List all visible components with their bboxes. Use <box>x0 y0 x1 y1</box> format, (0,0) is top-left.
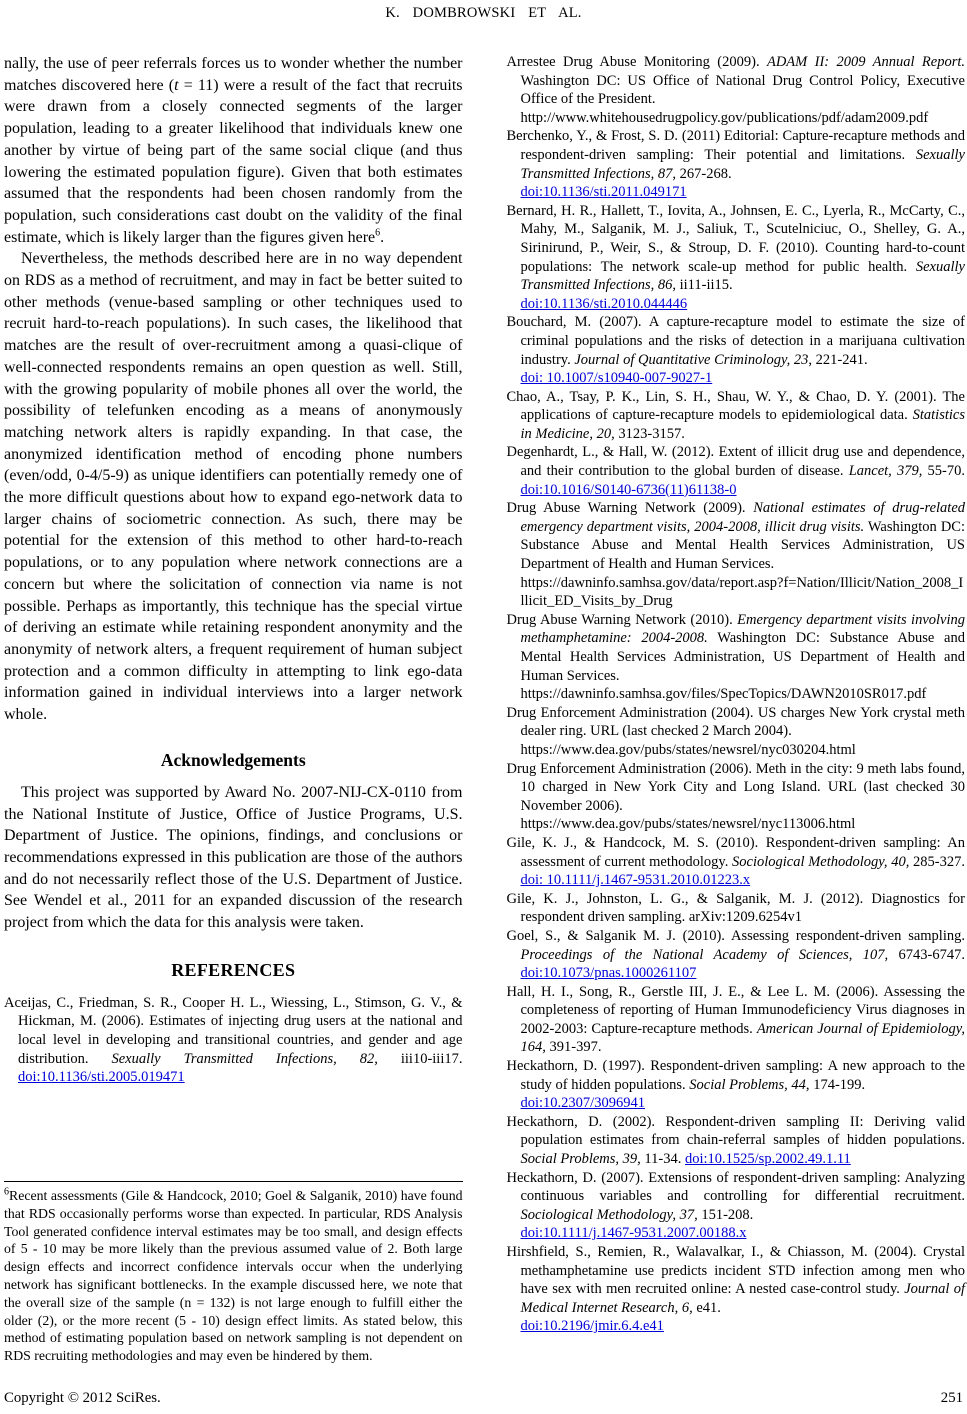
reference-item <box>507 202 966 314</box>
doi-link[interactable]: doi: 10.1007/s10940-007-9027-1 <box>520 370 713 387</box>
url-text: https://dawninfo.samhsa.gov/data/report.asp?f=Nation/Illicit/Nation_2008_Illicit_ED_Visits_by_Drug <box>520 574 964 610</box>
text-run: Nevertheless, the methods described here are in no way dependent on RDS as a method of recruitment, and may in fact be better suited to other methods (venue-based sampling or other techniques used to recruit hard-to-reach populations). In such cases, the likelihood that matches are the result of over-recruitment among a quasi-clique of well-connected respondents remains an open question as well. Still, with the growing popularity of mobile phones all over the world, the possibility of telefunken encoding as a means of anonymously matching network alters is rapidly expanding. In that case, the anonymized identification method of encoding phone numbers (even/odd, 0-4/5-9) as unique identifiers can potentially remedy one of the more difficult questions about how to expand ego-network data to larger chains of sociometric connection. As such, there may be potential for the extension of this method to other hard-to-reach populations, or to any population where network connections are a concern but where the solicitation of connection via name is not possible. Perhaps as importantly, this technique has the special virtue of deriving an estimate while retaining respondent anonymity and the anonymity of network alters, a frequent requirement of human subject protection and a common difficulty in attempting to link ego-data information gained in individual interviews into a larger network whole. <box>4 250 463 724</box>
italic-text: National estimates of drug-related emergency department visits, 2004-2008, illicit drug visits. <box>520 500 965 535</box>
footnote-body: Recent assessments (Gile & Handcock, 2010; Goel & Salganik, 2010) have found that RDS occasionally performs worse than expected. In particular, RDS Analysis Tool generated confidence interval estimates may be too small, and design effects of 5 - 10 may be more likely than the previous assumed value of 2. Both large design effects and incorrect confidence intervals occur when the underlying network has significant bottlenecks. In the example discussed here, we note that the overall size of the sample (n = 132) is not large enough to fulfill either the older (2), or the more recent (5 - 10) design effect limits. As stated below, this method of estimating population based on network sampling is not dependent on RDS recruiting methodologies and may even be hindered by them. <box>4 1188 463 1364</box>
footnote-text <box>4 1187 463 1365</box>
reference-item <box>507 499 966 611</box>
reference-item <box>507 388 966 444</box>
reference-item <box>507 1057 966 1113</box>
text-run: 11-34. <box>640 1151 685 1168</box>
doi-link[interactable]: doi:10.2307/3096941 <box>520 1095 645 1112</box>
reference-item <box>507 927 966 983</box>
text-run: Berchenko, Y., & Frost, S. D. (2011) Editorial: Capture-recapture methods and respondent-driven sampling: Their potential and limitations. <box>506 128 965 163</box>
reference-item <box>507 1169 966 1243</box>
text-run: ii11-ii15. <box>675 277 733 294</box>
italic-text: Sexually Transmitted Infections, 87, <box>520 146 965 182</box>
acknowledgements-heading: Acknowledgements <box>160 749 306 770</box>
italic-text: Sexually Transmitted Infections, 82, <box>111 1050 378 1067</box>
doi-link[interactable]: doi:10.1111/j.1467-9531.2007.00188.x <box>520 1225 747 1242</box>
doi-link[interactable]: doi:10.1136/sti.2011.049171 <box>520 184 687 201</box>
text-run: Bernard, H. R., Hallett, T., Iovita, A., Johnsen, E. C., Lyerla, R., McCarty, C., Mahy, M., Salganik, M. J., Saliuk, T., Scutelniciuc, O., Shelley, G. A., Sirinirund, P., Weir, S., & Stroup, D. F. (2010). Counting hard-to-count populations: The network scale-up method for public health. <box>506 202 965 275</box>
url-text: http://www.whitehousedrugpolicy.gov/publications/pdf/adam2009.pdf <box>520 109 929 126</box>
italic-text: t <box>174 76 179 94</box>
text-run: Bouchard, M. (2007). A capture-recapture model to estimate the size of criminal populations and the risks of detection in a marijuana cultivation industry. <box>506 314 965 368</box>
text-run: = 11) were a result of the fact that recruits were drawn from a closely connected segments of the larger population, leading to a greater likelihood that individuals knew one another by virtue of being part of the same social clique (and thus lowering the estimated population figure). Given that both estimates assumed that the respondents had been chosen randomly from the population, such considerations cast doubt on the validity of the final estimate, which is likely larger than the figures given here <box>4 76 463 246</box>
reference-item <box>507 983 966 1057</box>
footnote <box>4 1181 463 1365</box>
text-run: Hirshfield, S., Remien, R., Walavalkar, I., & Chiasson, M. (2004). Crystal methamphetamine use predicts incident STD infection among men who have sex with men recruited online: A nested case-control study. <box>506 1244 965 1298</box>
left-column <box>4 53 463 1365</box>
reference-item <box>507 611 966 704</box>
text-run: Aceijas, C., Friedman, S. R., Cooper H. L., Wiessing, L., Stimson, G. V., & Hickman, M. (2006). Estimates of injecting drug users at the national and local level in developing and transitional countries, and gender and age distribution. <box>4 994 463 1067</box>
reference-item <box>507 53 966 127</box>
text-run: Heckathorn, D. (1997). Respondent-driven sampling: A new approach to the study of hidden populations. <box>506 1058 965 1093</box>
text-run: Goel, S., & Salganik M. J. (2010). Assessing respondent-driven sampling. <box>506 927 965 944</box>
right-column <box>507 53 966 1365</box>
text-run: Washington DC: US Office of National Drug Control Policy, Executive Office of the President. <box>520 72 965 108</box>
text-run: Heckathorn, D. (2007). Extensions of respondent-driven sampling: Analyzing continuous variables and controlling for differential recruitment. <box>506 1169 965 1205</box>
text-run: Degenhardt, L., & Hall, W. (2012). Extent of illicit drug use and dependence, and their contribution to the global burden of disease. <box>506 444 965 480</box>
italic-text: Social Problems, 44, <box>689 1076 810 1093</box>
text-run: 285-327. <box>909 853 965 870</box>
reference-item <box>507 760 966 834</box>
text-run: Arrestee Drug Abuse Monitoring (2009). <box>506 54 767 70</box>
text-run: Drug Abuse Warning Network (2010). <box>506 611 738 628</box>
page-number: 251 <box>940 1390 963 1406</box>
italic-text: Social Problems, 39, <box>520 1151 641 1168</box>
footnote-marker: 6 <box>4 1186 9 1198</box>
two-column-layout <box>0 53 967 1365</box>
text-run: iii10-iii17. <box>377 1050 463 1067</box>
doi-link[interactable]: doi: 10.1111/j.1467-9531.2010.01223.x <box>520 872 751 889</box>
italic-text: Sociological Methodology, 40, <box>732 853 910 870</box>
references-list-left <box>4 994 463 1087</box>
reference-item <box>507 890 966 927</box>
text-run: e41. <box>692 1299 721 1316</box>
italic-text: Sexually Transmitted Infections, 86, <box>520 258 965 294</box>
running-head: K. DOMBROWSKI ET AL. <box>385 5 582 21</box>
superscript-marker: 6 <box>375 227 381 239</box>
reference-item <box>507 704 966 760</box>
text-run: Drug Enforcement Administration (2006). Meth in the city: 9 meth labs found, 10 charged in New York City and Long Island. URL (last checked 30 November 2006). <box>506 760 965 814</box>
text-run: , 221-241. <box>808 351 868 368</box>
doi-link[interactable]: doi:10.2196/jmir.6.4.e41 <box>520 1318 664 1335</box>
italic-text: Lancet, 379, <box>848 463 923 480</box>
text-run: 267-268. <box>675 165 732 182</box>
text-run: Hall, H. I., Song, R., Gerstle III, J. E., & Lee L. M. (2006). Assessing the completeness of reporting of Human Immunodeficiency Virus diagnoses in 2002-2003: Capture-recapture methods. <box>506 983 965 1037</box>
text-run: Gile, K. J., Johnston, L. G., & Salganik, M. J. (2012). Diagnostics for respondent driven sampling. arXiv:1209.6254v1 <box>506 890 965 926</box>
reference-item <box>507 127 966 201</box>
text-run: Washington DC: Substance Abuse and Mental Health Services Administration, US Department of Health and Human Services. <box>520 630 965 684</box>
text-run: 174-199. <box>809 1076 866 1093</box>
footnote-divider <box>4 1181 463 1182</box>
acknowledgements-paragraph: This project was supported by Award No. 2007-NIJ-CX-0110 from the National Institute of Justice, Office of Justice Programs, U.S. Department of Justice. The opinions, findings, and conclusions or recommendations expressed in this publication are those of the authors and do not necessarily reflect those of the U.S. Department of Justice. See Wendel et al., 2011 for an expanded discussion of the research project from which the data for this analysis were taken. <box>4 783 463 932</box>
text-run: Washington DC: Substance Abuse and Mental Health Services Administration, US Department of Health and Human Services. <box>520 518 965 573</box>
doi-link[interactable]: doi:10.1136/sti.2005.019471 <box>18 1069 185 1086</box>
references-list-right <box>507 53 966 1336</box>
body-paragraph <box>4 248 463 725</box>
italic-text: Journal of Medical Internet Research, 6, <box>520 1281 965 1316</box>
text-run: 6743-6747. <box>888 946 965 963</box>
text-run: 151-208. <box>697 1206 754 1223</box>
italic-text: Journal of Quantitative Criminology, 23 <box>574 351 809 368</box>
reference-item <box>507 1113 966 1169</box>
references-heading: REFERENCES <box>171 959 296 980</box>
text-run: 391-397. <box>545 1039 602 1056</box>
url-text: https://www.dea.gov/pubs/states/newsrel/nyc030204.html <box>520 741 856 758</box>
text-run: . <box>380 228 385 246</box>
copyright-notice: Copyright © 2012 SciRes. <box>4 1390 161 1406</box>
text-run: nally, the use of peer referrals forces us to wonder whether the number matches discovered here ( <box>4 55 463 94</box>
italic-text: Proceedings of the National Academy of Sciences, 107, <box>520 946 889 963</box>
text-run: Drug Enforcement Administration (2004). US charges New York crystal meth dealer ring. URL (last checked 2 March 2004). <box>506 704 965 740</box>
italic-text: Statistics in Medicine, 20, <box>520 407 965 442</box>
text-run: Drug Abuse Warning Network (2009). <box>506 500 754 517</box>
body-paragraph <box>4 53 463 248</box>
reference-item <box>507 443 966 499</box>
reference-item <box>507 834 966 890</box>
text-run: Chao, A., Tsay, P. K., Lin, S. H., Shau, W. Y., & Chao, D. Y. (2001). The applications of capture-recapture models to epidemiological data. <box>506 388 965 424</box>
doi-link[interactable]: doi:10.1525/sp.2002.49.1.11 <box>684 1151 851 1168</box>
url-text: https://www.dea.gov/pubs/states/newsrel/nyc113006.html <box>520 816 856 833</box>
url-text: https://dawninfo.samhsa.gov/files/SpecTopics/DAWN2010SR017.pdf <box>520 686 927 703</box>
reference-item <box>507 1243 966 1336</box>
text-run: Gile, K. J., & Handcock, M. S. (2010). Respondent-driven sampling: An assessment of current methodology. <box>506 834 965 870</box>
text-run: 55-70. <box>922 463 965 480</box>
doi-link[interactable]: doi:10.1016/S0140-6736(11)61138-0 <box>520 481 737 498</box>
reference-item <box>507 313 966 387</box>
italic-text: Sociological Methodology, 37, <box>520 1206 698 1223</box>
italic-text: Emergency department visits involving methamphetamine: 2004-2008. <box>520 611 966 647</box>
page-footer <box>4 1390 963 1407</box>
text-run: Heckathorn, D. (2002). Respondent-driven sampling II: Deriving valid population estimates from chain-referral samples of hidden populations. <box>506 1113 965 1149</box>
text-run: 3123-3157. <box>614 425 685 442</box>
doi-link[interactable]: doi:10.1073/pnas.1000261107 <box>520 965 697 982</box>
italic-text: American Journal of Epidemiology, 164, <box>520 1020 965 1056</box>
reference-item <box>4 994 463 1087</box>
body-paragraphs <box>4 53 463 726</box>
doi-link[interactable]: doi:10.1136/sti.2010.044446 <box>520 295 688 312</box>
italic-text: ADAM II: 2009 Annual Report. <box>766 54 966 70</box>
